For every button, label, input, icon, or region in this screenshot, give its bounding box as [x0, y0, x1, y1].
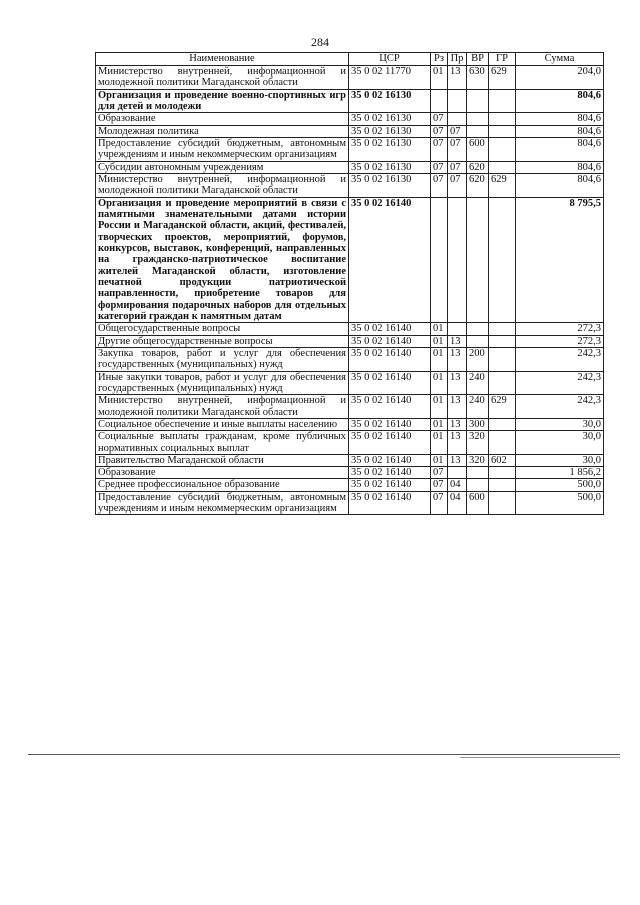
cell-gr — [489, 467, 516, 479]
cell-vr: 630 — [467, 66, 489, 90]
header-name: Наименование — [96, 53, 349, 66]
cell-rz: 01 — [431, 347, 448, 371]
cell-vr: 240 — [467, 395, 489, 419]
cell-gr — [489, 161, 516, 173]
cell-pr: 07 — [448, 125, 467, 137]
cell-vr — [467, 479, 489, 491]
cell-pr — [448, 89, 467, 113]
cell-name: Социальные выплаты гражданам, кроме публичных нормативных социальных выплат — [96, 431, 349, 455]
cell-name: Общегосударственные вопросы — [96, 323, 349, 335]
table-row — [96, 66, 604, 90]
table-body — [96, 66, 604, 515]
table-row — [96, 137, 604, 161]
cell-csr: 35 0 02 16140 — [349, 347, 431, 371]
cell-vr: 620 — [467, 161, 489, 173]
cell-gr — [489, 347, 516, 371]
cell-rz: 01 — [431, 66, 448, 90]
cell-rz: 01 — [431, 395, 448, 419]
table-row — [96, 113, 604, 125]
cell-vr: 320 — [467, 454, 489, 466]
cell-gr — [489, 89, 516, 113]
cell-rz: 07 — [431, 137, 448, 161]
cell-pr: 13 — [448, 431, 467, 455]
cell-rz: 07 — [431, 491, 448, 515]
cell-vr: 320 — [467, 431, 489, 455]
budget-table — [95, 52, 604, 515]
cell-vr — [467, 113, 489, 125]
cell-pr: 13 — [448, 371, 467, 395]
cell-csr: 35 0 02 16140 — [349, 335, 431, 347]
cell-pr: 04 — [448, 491, 467, 515]
footer-rule-secondary — [460, 757, 620, 758]
cell-csr: 35 0 02 16130 — [349, 173, 431, 197]
cell-pr: 13 — [448, 335, 467, 347]
cell-csr: 35 0 02 16130 — [349, 89, 431, 113]
cell-pr — [448, 323, 467, 335]
cell-rz: 07 — [431, 125, 448, 137]
cell-sum: 804,6 — [516, 161, 604, 173]
header-pr: Пр — [448, 53, 467, 66]
cell-name: Министерство внутренней, информационной и молодежной политики Магаданской области — [96, 173, 349, 197]
cell-sum: 30,0 — [516, 431, 604, 455]
cell-csr: 35 0 02 16140 — [349, 371, 431, 395]
cell-rz: 01 — [431, 418, 448, 430]
cell-gr — [489, 197, 516, 323]
cell-sum: 500,0 — [516, 491, 604, 515]
cell-gr: 629 — [489, 66, 516, 90]
table-row — [96, 371, 604, 395]
cell-name: Субсидии автономным учреждениям — [96, 161, 349, 173]
cell-rz: 07 — [431, 173, 448, 197]
cell-gr — [489, 479, 516, 491]
header-vr: ВР — [467, 53, 489, 66]
table-row — [96, 395, 604, 419]
cell-rz: 01 — [431, 371, 448, 395]
cell-vr — [467, 467, 489, 479]
cell-sum: 804,6 — [516, 113, 604, 125]
cell-name: Образование — [96, 113, 349, 125]
cell-rz: 01 — [431, 431, 448, 455]
table-row — [96, 454, 604, 466]
cell-name: Образование — [96, 467, 349, 479]
cell-vr: 600 — [467, 137, 489, 161]
cell-sum: 30,0 — [516, 454, 604, 466]
table-row — [96, 173, 604, 197]
cell-sum: 272,3 — [516, 323, 604, 335]
cell-vr: 600 — [467, 491, 489, 515]
cell-csr: 35 0 02 16140 — [349, 323, 431, 335]
cell-name: Правительство Магаданской области — [96, 454, 349, 466]
table-row — [96, 467, 604, 479]
table-row — [96, 431, 604, 455]
cell-name: Молодежная политика — [96, 125, 349, 137]
cell-gr — [489, 113, 516, 125]
cell-name: Среднее профессиональное образование — [96, 479, 349, 491]
table-row — [96, 335, 604, 347]
cell-gr: 602 — [489, 454, 516, 466]
cell-vr: 200 — [467, 347, 489, 371]
cell-pr: 04 — [448, 479, 467, 491]
cell-csr: 35 0 02 16140 — [349, 431, 431, 455]
table-row — [96, 197, 604, 323]
table-row — [96, 347, 604, 371]
cell-csr: 35 0 02 16140 — [349, 197, 431, 323]
cell-rz: 01 — [431, 454, 448, 466]
cell-rz — [431, 197, 448, 323]
cell-csr: 35 0 02 16140 — [349, 467, 431, 479]
cell-sum: 804,6 — [516, 89, 604, 113]
cell-vr — [467, 125, 489, 137]
cell-vr: 240 — [467, 371, 489, 395]
cell-pr: 13 — [448, 66, 467, 90]
cell-name: Предоставление субсидий бюджетным, автономным учреждениям и иным некоммерческим организациям — [96, 491, 349, 515]
cell-sum: 204,0 — [516, 66, 604, 90]
cell-pr: 07 — [448, 161, 467, 173]
cell-csr: 35 0 02 16140 — [349, 395, 431, 419]
cell-gr — [489, 335, 516, 347]
cell-csr: 35 0 02 11770 — [349, 66, 431, 90]
cell-sum: 804,6 — [516, 173, 604, 197]
table-row — [96, 418, 604, 430]
cell-pr: 07 — [448, 137, 467, 161]
cell-vr: 620 — [467, 173, 489, 197]
cell-sum: 272,3 — [516, 335, 604, 347]
cell-pr: 13 — [448, 347, 467, 371]
table-row — [96, 491, 604, 515]
cell-sum: 804,6 — [516, 137, 604, 161]
cell-sum: 804,6 — [516, 125, 604, 137]
cell-name: Социальное обеспечение и иные выплаты населению — [96, 418, 349, 430]
cell-rz: 01 — [431, 323, 448, 335]
header-rz: Рз — [431, 53, 448, 66]
cell-sum: 500,0 — [516, 479, 604, 491]
cell-rz — [431, 89, 448, 113]
cell-gr — [489, 491, 516, 515]
cell-vr — [467, 323, 489, 335]
cell-name: Другие общегосударственные вопросы — [96, 335, 349, 347]
table-row — [96, 161, 604, 173]
header-csr: ЦСР — [349, 53, 431, 66]
cell-csr: 35 0 02 16140 — [349, 454, 431, 466]
table-row — [96, 479, 604, 491]
cell-vr — [467, 89, 489, 113]
cell-name: Организация и проведение мероприятий в связи с памятными знаменательными датами истории России и Магаданской области, акций, фестивалей, творческих проектов, мероприятий, форумов, конкурсов, выставок, конференций, направленных на гражданско-патриотическое воспитание жителей Магаданской области, изготовление печатной продукции патриотической направленности, приобретение товаров для формирования подарочных наборов для отдельных категорий граждан к памятным датам — [96, 197, 349, 323]
cell-gr — [489, 431, 516, 455]
cell-sum: 242,3 — [516, 395, 604, 419]
cell-name: Министерство внутренней, информационной и молодежной политики Магаданской области — [96, 66, 349, 90]
cell-gr — [489, 323, 516, 335]
header-sum: Сумма — [516, 53, 604, 66]
cell-rz: 01 — [431, 335, 448, 347]
cell-pr: 13 — [448, 418, 467, 430]
table-header-row — [96, 53, 604, 66]
cell-csr: 35 0 02 16140 — [349, 491, 431, 515]
cell-rz: 07 — [431, 479, 448, 491]
cell-gr — [489, 371, 516, 395]
cell-rz: 07 — [431, 467, 448, 479]
cell-pr — [448, 467, 467, 479]
cell-name: Предоставление субсидий бюджетным, автономным учреждениям и иным некоммерческим организациям — [96, 137, 349, 161]
cell-pr: 07 — [448, 173, 467, 197]
cell-csr: 35 0 02 16130 — [349, 113, 431, 125]
cell-gr — [489, 137, 516, 161]
cell-pr: 13 — [448, 454, 467, 466]
cell-gr: 629 — [489, 395, 516, 419]
cell-sum: 8 795,5 — [516, 197, 604, 323]
cell-csr: 35 0 02 16140 — [349, 418, 431, 430]
header-gr: ГР — [489, 53, 516, 66]
cell-vr — [467, 197, 489, 323]
table-row — [96, 323, 604, 335]
cell-gr: 629 — [489, 173, 516, 197]
cell-csr: 35 0 02 16140 — [349, 479, 431, 491]
cell-csr: 35 0 02 16130 — [349, 125, 431, 137]
cell-gr — [489, 125, 516, 137]
cell-rz: 07 — [431, 113, 448, 125]
cell-pr — [448, 113, 467, 125]
table-row — [96, 89, 604, 113]
cell-sum: 242,3 — [516, 347, 604, 371]
cell-rz: 07 — [431, 161, 448, 173]
cell-sum: 1 856,2 — [516, 467, 604, 479]
cell-vr: 300 — [467, 418, 489, 430]
page-number: 284 — [311, 35, 329, 49]
cell-pr — [448, 197, 467, 323]
footer-rule — [28, 754, 620, 755]
cell-name: Министерство внутренней, информационной и молодежной политики Магаданской области — [96, 395, 349, 419]
cell-gr — [489, 418, 516, 430]
cell-csr: 35 0 02 16130 — [349, 161, 431, 173]
cell-pr: 13 — [448, 395, 467, 419]
table-row — [96, 125, 604, 137]
cell-name: Иные закупки товаров, работ и услуг для обеспечения государственных (муниципальных) нужд — [96, 371, 349, 395]
cell-sum: 30,0 — [516, 418, 604, 430]
cell-csr: 35 0 02 16130 — [349, 137, 431, 161]
cell-vr — [467, 335, 489, 347]
cell-sum: 242,3 — [516, 371, 604, 395]
cell-name: Закупка товаров, работ и услуг для обеспечения государственных (муниципальных) нужд — [96, 347, 349, 371]
cell-name: Организация и проведение военно-спортивных игр для детей и молодежи — [96, 89, 349, 113]
